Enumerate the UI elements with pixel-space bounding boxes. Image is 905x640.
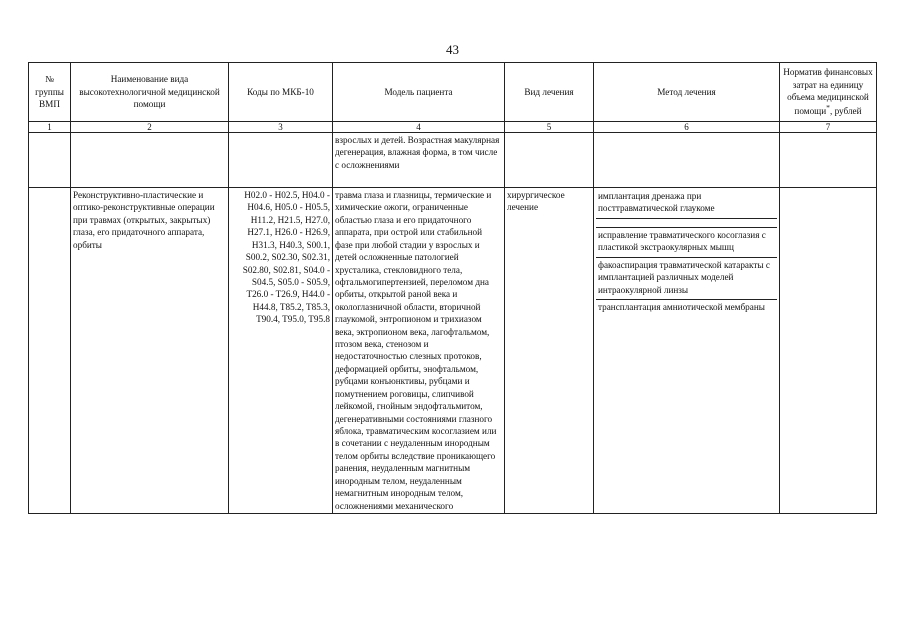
method-spacer	[596, 219, 777, 228]
treatment-method-item: трансплантация амниотической мембраны	[598, 301, 765, 312]
patient-model-cell: травма глаза и глазницы, термические и химические ожоги, ограниченные областью глаза и его придаточного аппарата, при острой или стабильной фазе при любой стадии у взрослых и детей осложненные патологией хрусталика, стекловидного тела, офтальмогипертензией, переломом дна орбиты, открытой раной века и окологлазничной области, вторичной глаукомой, энтропионом и трихиазом века, эктропионом века, лагофтальмом, птозом века, стенозом и недостаточностью слезных протоков, деформацией орбиты, энофтальмом, рубцами конъюнктивы, рубцами и помутнением роговицы, слипчивой лейкомой, гнойным эндофтальмитом, дегенеративными состояниями глазного яблока, травматическим косоглазием или в сочетании с неудаленным инородным телом орбиты вследствие проникающего ранения, неудаленным магнитным инородным телом, неудаленным немагнитным инородным телом, осложнениями механического	[333, 188, 505, 514]
patient-model-cell: взрослых и детей. Возрастная макулярная дегенерация, влажная форма, в том числе с осложнениями	[333, 133, 505, 188]
financial-norm-cell	[780, 133, 877, 188]
financial-norm-cell	[780, 188, 877, 514]
header-treatment-type: Вид лечения	[505, 63, 594, 122]
icd10-codes-cell	[229, 133, 333, 188]
column-number-row	[29, 122, 877, 133]
treatment-method-item: исправление травматического косоглазия с пластикой экстраокулярных мышц	[596, 228, 777, 258]
header-group-number: № группы ВМП	[29, 63, 71, 122]
treatment-type-cell: хирургическое лечение	[505, 188, 594, 514]
icd10-codes-cell: H02.0 - H02.5, H04.0 - H04.6, H05.0 - H05.5, H11.2, H21.5, H27.0, H27.1, H26.0 - H26.9, H31.3, H40.3, S00.1, S00.2, S02.30, S02.31, S02.80, S02.81, S04.0 - S04.5, S05.0 - S05.9, T26.0 - T26.9, H44.0 - H44.8, T85.2, T85.3, T90.4, T95.0, T95.8	[229, 188, 333, 514]
group-cell	[29, 133, 71, 188]
treatment-method-cell	[594, 188, 780, 514]
column-number: 5	[505, 122, 594, 133]
column-number: 1	[29, 122, 71, 133]
column-number: 7	[780, 122, 877, 133]
table-row	[29, 133, 877, 188]
treatment-method-item: факоаспирация травматической катаракты с имплантацией различных моделей интраокулярной линзы	[596, 258, 777, 300]
header-row	[29, 63, 877, 122]
table-row	[29, 188, 877, 514]
header-treatment-method: Метод лечения	[594, 63, 780, 122]
care-type-name-cell	[71, 133, 229, 188]
header-care-type-name: Наименование вида высокотехнологичной медицинской помощи	[71, 63, 229, 122]
column-number: 3	[229, 122, 333, 133]
group-cell	[29, 188, 71, 514]
treatment-method-cell	[594, 133, 780, 188]
header-financial-norm: Норматив финансовых затрат на единицу объема медицинской помощи*, рублей	[780, 63, 877, 122]
treatment-type-cell	[505, 133, 594, 188]
column-number: 4	[333, 122, 505, 133]
vmp-table	[28, 62, 877, 514]
column-number: 2	[71, 122, 229, 133]
header-patient-model: Модель пациента	[333, 63, 505, 122]
page-number: 43	[446, 42, 459, 57]
column-number: 6	[594, 122, 780, 133]
header-icd10-codes: Коды по МКБ-10	[229, 63, 333, 122]
care-type-name-cell: Реконструктивно-пластические и оптико-реконструктивные операции при травмах (открытых, закрытых) глаза, его придаточного аппарата, орбиты	[71, 188, 229, 514]
treatment-method-item: имплантация дренажа при посттравматической глаукоме	[596, 189, 777, 219]
